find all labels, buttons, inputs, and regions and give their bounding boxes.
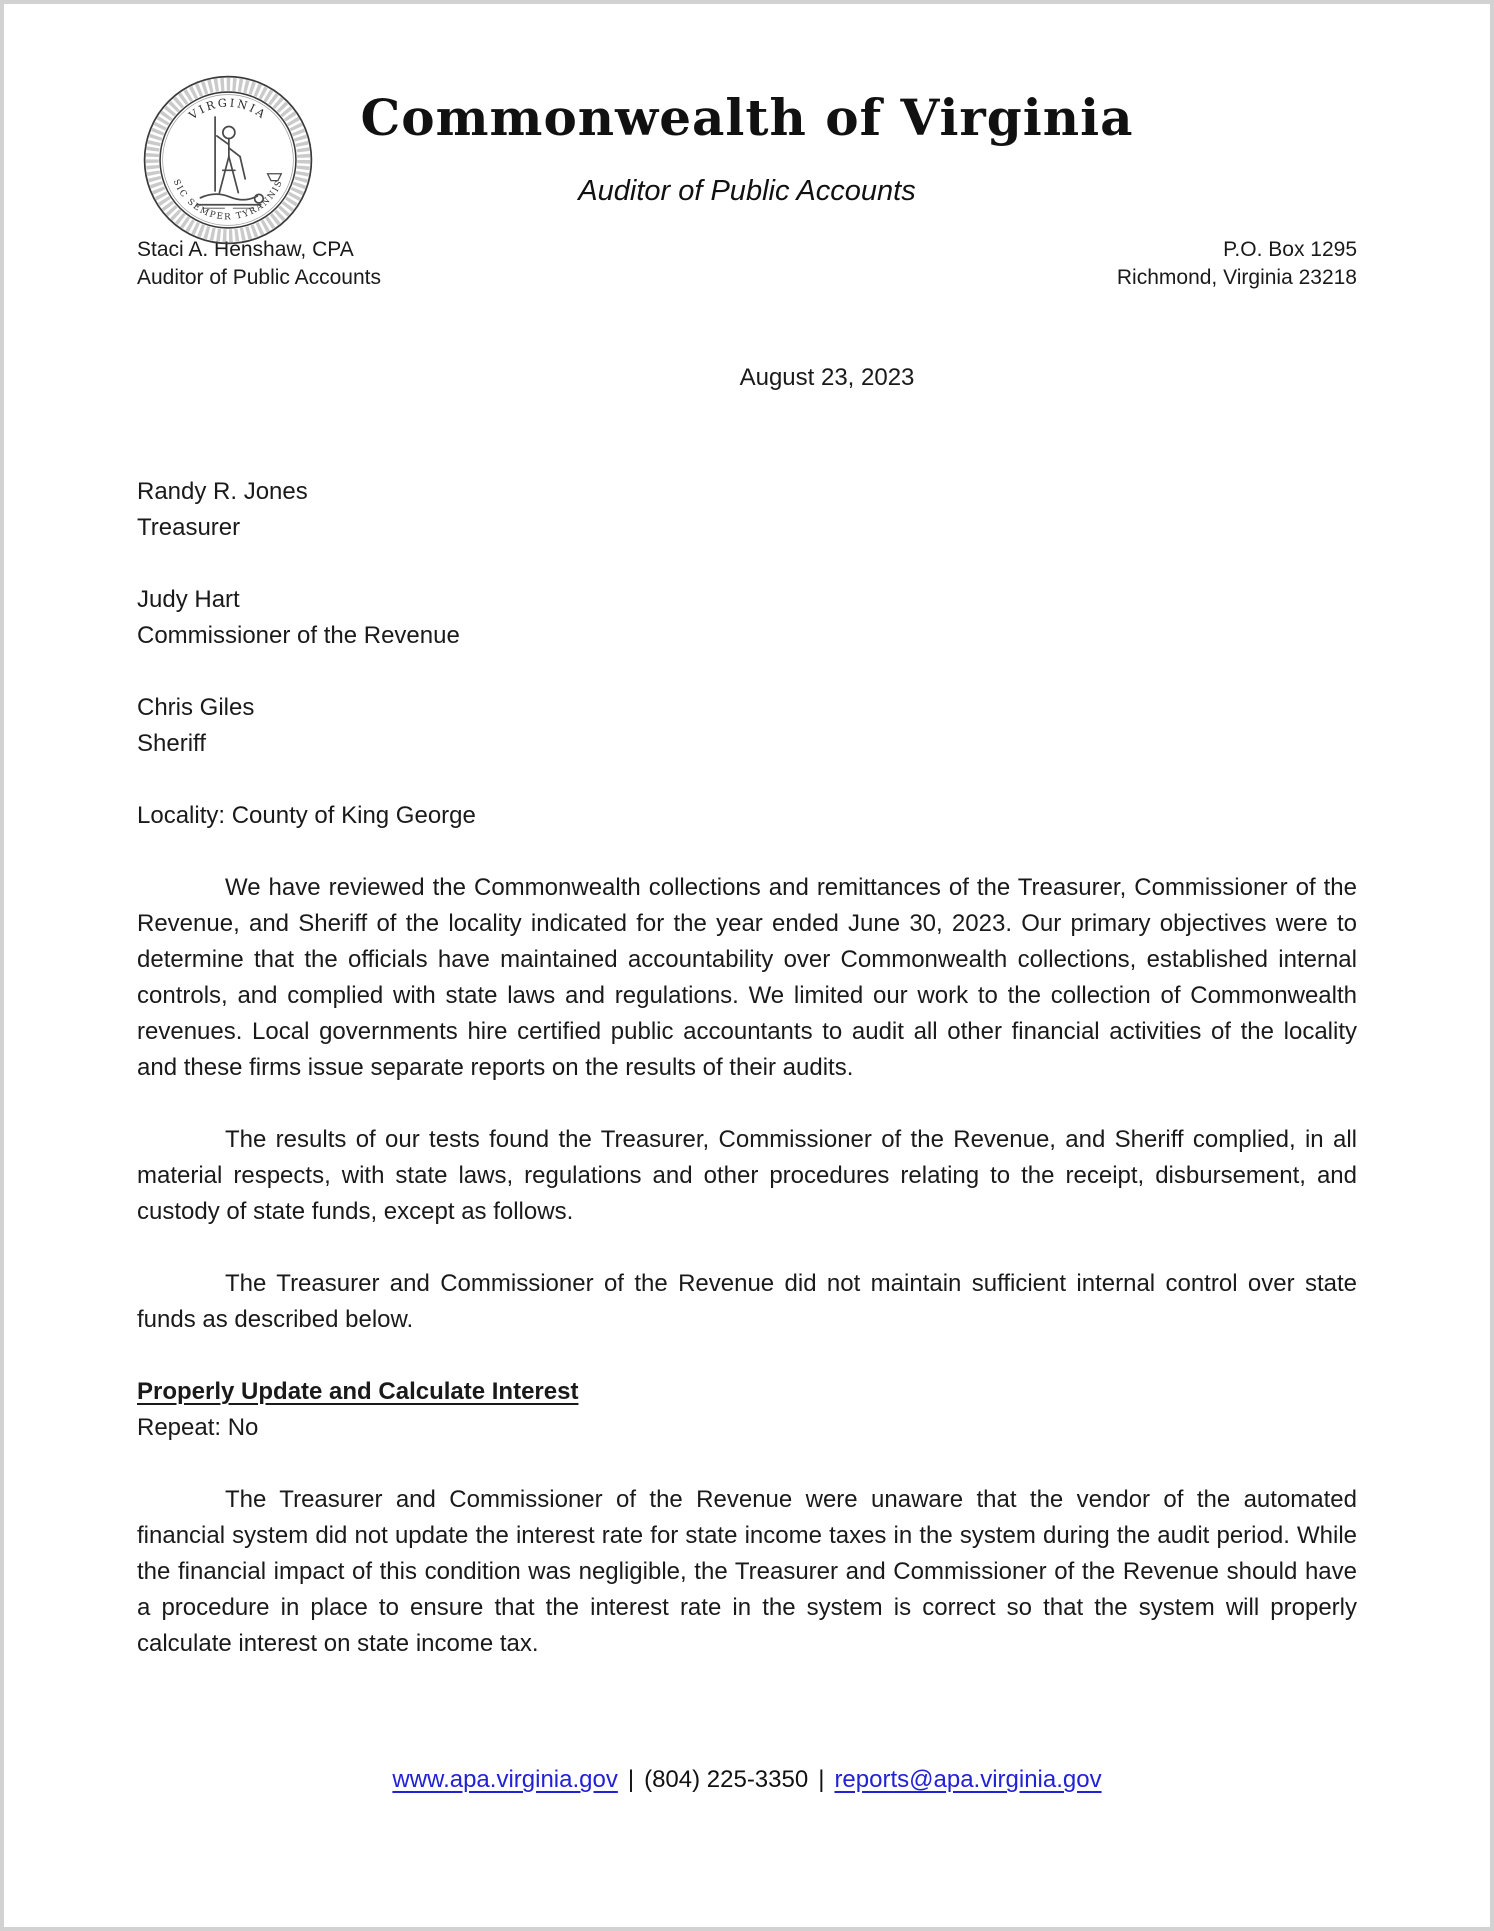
recipient-name: Chris Giles [137, 694, 255, 721]
footer-website-link[interactable]: www.apa.virginia.gov [392, 1766, 618, 1793]
footer-separator-1: | [627, 1766, 635, 1793]
recipient-sheriff [137, 690, 1357, 762]
address-block [1117, 236, 1357, 292]
letter-date: August 23, 2023 [739, 364, 915, 391]
footer-phone: (804) 225-3350 [644, 1766, 809, 1793]
recipient-title: Treasurer [137, 514, 241, 541]
paragraph-internal-control: The Treasurer and Commissioner of the Revenue did not maintain sufficient internal control over state funds as described below. [137, 1270, 1357, 1333]
org-subtitle: Auditor of Public Accounts [578, 175, 916, 207]
recipient-treasurer [137, 474, 1357, 546]
finding-heading-text: Properly Update and Calculate Interest [137, 1378, 579, 1405]
seal-top-text: VIRGINIA [186, 96, 270, 123]
address-line-2: Richmond, Virginia 23218 [1116, 266, 1357, 289]
seal-bottom-text: SIC SEMPER TYRANNIS [170, 178, 286, 223]
footer-email-link[interactable]: reports@apa.virginia.gov [834, 1766, 1102, 1793]
recipient-title: Sheriff [137, 730, 206, 757]
paragraph-review-scope: We have reviewed the Commonwealth collections and remittances of the Treasurer, Commissioner of the Revenue, and Sheriff of the locality indicated for the year ended June 30, 2023. Our primary objectives were to determine that the officials have maintained accountability over Commonwealth collections, established internal controls, and complied with state laws and regulations. We limited our work to the collection of Commonwealth revenues. Local governments hire certified public accountants to audit all other financial activities of the locality and these firms issue separate reports on the results of their audits. [137, 874, 1357, 1081]
locality-line: Locality: County of King George [137, 802, 476, 829]
footer-separator-2: | [818, 1766, 825, 1793]
virginia-state-seal-icon [142, 74, 314, 246]
paragraph-test-results: The results of our tests found the Treasurer, Commissioner of the Revenue, and Sheriff complied, in all material respects, with state laws, regulations and other procedures relating to the receipt, disbursement, and custody of state funds, except as follows. [137, 1126, 1357, 1225]
recipient-commissioner [137, 582, 1357, 654]
recipients [137, 474, 1357, 762]
footer-contact-line [137, 1762, 1357, 1798]
letterhead [137, 4, 1357, 208]
address-line-1: P.O. Box 1295 [1223, 238, 1357, 261]
finding-heading [137, 1374, 1357, 1410]
finding-body: The Treasurer and Commissioner of the Revenue were unaware that the vendor of the automated financial system did not update the interest rate for state income taxes in the system during the audit period. While the financial impact of this condition was negligible, the Treasurer and Commissioner of the Revenue should have a procedure in place to ensure that the interest rate in the system is correct so that the system will properly calculate interest on state income tax. [137, 1486, 1357, 1657]
recipient-title: Commissioner of the Revenue [137, 622, 460, 649]
svg-text:VIRGINIA [186, 96, 270, 122]
finding-repeat-line: Repeat: No [137, 1414, 259, 1441]
letterhead-info-row [137, 236, 1357, 292]
recipient-name: Judy Hart [137, 586, 240, 613]
official-name: Staci A. Henshaw, CPA [137, 238, 354, 261]
official-title: Auditor of Public Accounts [137, 266, 381, 289]
recipient-name: Randy R. Jones [137, 478, 308, 505]
org-title: Commonwealth of Virginia [360, 88, 1134, 147]
